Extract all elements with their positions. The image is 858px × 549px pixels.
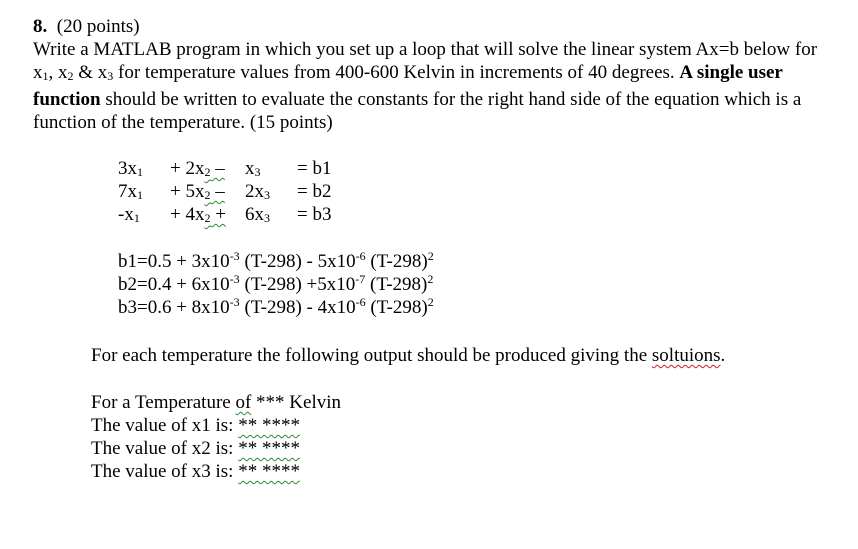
output-line-x1: The value of x1 is: ** ****: [91, 415, 300, 436]
output-line-x3: The value of x3 is: ** ****: [91, 461, 300, 482]
question-points: (20 points): [56, 16, 140, 37]
question-number: 8.: [33, 16, 48, 37]
constant-row-b1: $b1=0.5 + 3x10^{-3}$ $(T-298) - 5x10^{-6}$ $(T-298)^2$: [118, 249, 434, 272]
question-text: [33, 15, 833, 134]
instruction-line: For each temperature the following output should be produced giving the soltuions.: [91, 345, 726, 366]
constants-block: [118, 250, 434, 319]
equation-row-1: $3x_1 + 2x_2 - x_3 = b1$: [118, 158, 332, 179]
question-body: Write a MATLAB program in which you set up a loop that will solve the linear system Ax=b below for $x_1$, $x_2$ & $x_3$ for temperature values from 400-600 Kelvin in increments of 40 degrees. A single user function should be written to evaluate the constants for the right hand side of the equation which is a function of the temperature. (15 points): [33, 39, 818, 133]
linear-system: [118, 157, 331, 226]
misspelled-word: soltuions: [651, 345, 721, 366]
constant-row-b2: $b2=0.4 + 6x10^{-3}$ $(T-298) +5x10^{-7}$ $(T-298)^2$: [118, 272, 434, 295]
output-line-temperature: For a Temperature of *** Kelvin: [91, 392, 342, 413]
equation-row-3: $-x_1 + 4x_2 + 6x_3 = b3$: [118, 204, 332, 225]
output-line-x2: The value of x2 is: ** ****: [91, 438, 300, 459]
bold-emphasis: A single user function: [33, 62, 783, 110]
equation-row-2: $7x_1 + 5x_2 - 2x_3 = b2$: [118, 181, 332, 202]
constant-row-b3: $b3=0.6 + 8x10^{-3}$ $(T-298) - 4x10^{-6}$ $(T-298)^2$: [118, 295, 434, 318]
output-format-block: [91, 391, 341, 483]
